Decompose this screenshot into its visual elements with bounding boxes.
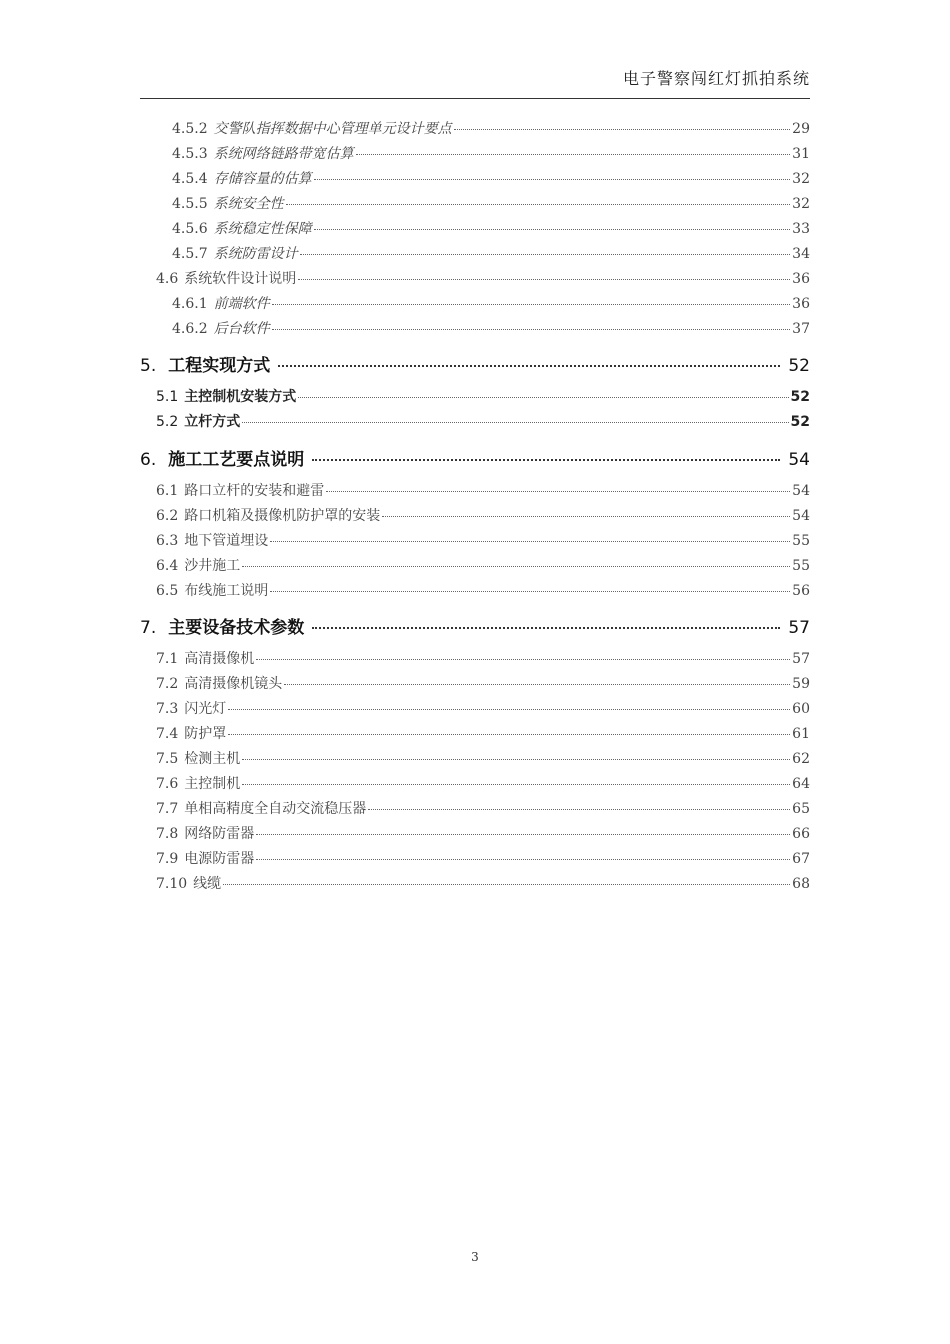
toc-entry-page: 36 — [792, 296, 810, 312]
toc-entry-number: 7.7 — [156, 801, 179, 817]
toc-entry-page: 59 — [792, 676, 810, 692]
toc-entry-title: 施工工艺要点说明 — [168, 450, 305, 470]
toc-entry-title: 主控制机 — [184, 776, 241, 792]
toc-leader — [298, 397, 788, 398]
toc-entry-title: 高清摄像机 — [184, 651, 255, 667]
toc-entry-number: 6.3 — [156, 533, 179, 549]
toc-entry-page: 67 — [792, 851, 810, 867]
toc-entry-title: 防护罩 — [184, 726, 227, 742]
toc-entry[interactable] — [156, 555, 810, 575]
toc-entry-title: 线缆 — [193, 876, 222, 892]
toc-entry-page: 52 — [790, 414, 810, 430]
page-number: 3 — [471, 1250, 479, 1264]
toc-entry-page: 65 — [792, 801, 810, 817]
toc-entry-number: 4.6 — [156, 271, 179, 287]
toc-entry-number: 6.4 — [156, 558, 179, 574]
toc-entry-title: 立杆方式 — [184, 414, 241, 430]
toc-entry-page: 54 — [792, 483, 810, 499]
toc-entry-page: 52 — [790, 389, 810, 405]
toc-entry-page: 56 — [792, 583, 810, 599]
toc-entry-title: 主要设备技术参数 — [168, 618, 305, 638]
toc-entry-number: 7.5 — [156, 751, 179, 767]
toc-leader — [356, 154, 791, 155]
toc-entry-number: 7.6 — [156, 776, 179, 792]
toc-entry-title: 路口立杆的安装和避雷 — [184, 483, 325, 499]
header-rule — [140, 98, 810, 99]
toc-entry-page: 68 — [792, 876, 810, 892]
toc-leader — [286, 204, 791, 205]
toc-entry-title: 系统防雷设计 — [213, 246, 298, 262]
toc-entry-number: 5.1 — [156, 389, 179, 405]
toc-entry-title: 检测主机 — [184, 751, 241, 767]
toc-entry[interactable] — [156, 505, 810, 525]
toc-entry-page: 54 — [792, 508, 810, 524]
toc-entry-title: 系统软件设计说明 — [184, 271, 297, 287]
toc-leader — [326, 491, 790, 492]
toc-entry-number: 7.9 — [156, 851, 179, 867]
toc-entry[interactable] — [172, 218, 810, 238]
toc-entry[interactable] — [172, 168, 810, 188]
toc-entry-page: 54 — [788, 450, 810, 470]
toc-entry[interactable] — [156, 823, 810, 843]
toc-entry-title: 系统网络链路带宽估算 — [213, 146, 354, 162]
toc-entry-page: 33 — [792, 221, 810, 237]
toc-entry-title: 交警队指挥数据中心管理单元设计要点 — [213, 121, 452, 137]
toc-entry[interactable] — [156, 580, 810, 600]
toc-leader — [298, 279, 790, 280]
toc-entry[interactable] — [172, 118, 810, 138]
toc-entry-number: 6.2 — [156, 508, 179, 524]
toc-entry[interactable] — [156, 530, 810, 550]
toc-entry-number: 4.5.7 — [172, 246, 208, 262]
toc-entry-title: 电源防雷器 — [184, 851, 255, 867]
toc-leader — [242, 784, 790, 785]
toc-leader — [284, 684, 790, 685]
toc-entry-page: 55 — [792, 533, 810, 549]
toc-entry-page: 52 — [788, 356, 810, 376]
toc-entry-title: 前端软件 — [213, 296, 270, 312]
toc-entry-page: 62 — [792, 751, 810, 767]
toc-entry[interactable] — [156, 411, 810, 431]
toc-entry-number: 5.2 — [156, 414, 179, 430]
toc-entry-title: 布线施工说明 — [184, 583, 269, 599]
toc-leader — [223, 884, 790, 885]
toc-entry-page: 60 — [792, 701, 810, 717]
toc-entry-number: 6.1 — [156, 483, 179, 499]
toc-leader — [256, 659, 790, 660]
toc-entry-number: 6.5 — [156, 583, 179, 599]
toc-entry-title: 路口机箱及摄像机防护罩的安装 — [184, 508, 381, 524]
toc-entry-number: 7.3 — [156, 701, 179, 717]
toc-leader — [272, 304, 791, 305]
toc-entry-title: 存储容量的估算 — [213, 171, 312, 187]
toc-entry[interactable] — [172, 143, 810, 163]
toc-entry-number: 4.5.5 — [172, 196, 208, 212]
toc-entry-title: 主控制机安装方式 — [184, 389, 297, 405]
toc-leader — [278, 365, 780, 367]
toc-entry-number: 7.8 — [156, 826, 179, 842]
toc-entry-number: 7.1 — [156, 651, 179, 667]
toc-entry[interactable] — [156, 873, 810, 893]
toc-entry[interactable] — [156, 748, 810, 768]
toc-entry-title: 单相高精度全自动交流稳压器 — [184, 801, 367, 817]
toc-leader — [300, 254, 791, 255]
toc-entry-page: 57 — [792, 651, 810, 667]
toc-leader — [228, 709, 790, 710]
toc-entry[interactable] — [156, 480, 810, 500]
toc-entry[interactable] — [156, 798, 810, 818]
toc-leader — [270, 591, 790, 592]
toc-leader — [314, 179, 791, 180]
toc-entry[interactable] — [156, 673, 810, 693]
toc-entry[interactable] — [172, 243, 810, 263]
toc-entry-page: 36 — [792, 271, 810, 287]
toc-entry-number: 7.2 — [156, 676, 179, 692]
toc-entry-number: 4.5.4 — [172, 171, 208, 187]
toc-entry-number: 4.5.3 — [172, 146, 208, 162]
toc-entry[interactable] — [156, 773, 810, 793]
toc-entry-title: 系统安全性 — [213, 196, 284, 212]
toc-entry[interactable] — [156, 648, 810, 668]
toc-entry-number: 5. — [140, 356, 157, 376]
toc-leader — [314, 229, 791, 230]
toc-entry-page: 32 — [792, 196, 810, 212]
toc-entry-title: 系统稳定性保障 — [213, 221, 312, 237]
toc-entry-page: 55 — [792, 558, 810, 574]
toc-leader — [228, 734, 790, 735]
toc-entry-page: 29 — [792, 121, 810, 137]
toc-leader — [312, 627, 780, 629]
toc-entry-title: 后台软件 — [213, 321, 270, 337]
toc-entry[interactable] — [156, 698, 810, 718]
toc-leader — [270, 541, 790, 542]
toc-entry-page: 64 — [792, 776, 810, 792]
toc-entry[interactable] — [172, 193, 810, 213]
toc-entry[interactable] — [156, 848, 810, 868]
toc-leader — [272, 329, 791, 330]
toc-leader — [242, 759, 790, 760]
toc-entry-number: 4.5.2 — [172, 121, 208, 137]
toc-leader — [454, 129, 791, 130]
toc-entry-number: 4.5.6 — [172, 221, 208, 237]
toc-entry-title: 高清摄像机镜头 — [184, 676, 283, 692]
toc-chapter-entry[interactable] — [140, 445, 810, 470]
toc-entry-page: 34 — [792, 246, 810, 262]
toc-entry-title: 闪光灯 — [184, 701, 227, 717]
toc-entry-number: 4.6.1 — [172, 296, 208, 312]
toc-leader — [368, 809, 790, 810]
running-header: 电子警察闯红灯抓拍系统 — [622, 69, 810, 88]
toc-entry-title: 工程实现方式 — [168, 356, 271, 376]
toc-leader — [242, 566, 790, 567]
toc-entry[interactable] — [172, 293, 810, 313]
toc-leader — [382, 516, 790, 517]
toc-entry[interactable] — [156, 386, 810, 406]
toc-entry-number: 4.6.2 — [172, 321, 208, 337]
toc-entry-number: 7.4 — [156, 726, 179, 742]
toc-entry-page: 32 — [792, 171, 810, 187]
toc-leader — [256, 834, 790, 835]
toc-leader — [312, 459, 780, 461]
toc-entry-page: 57 — [788, 618, 810, 638]
toc-chapter-entry[interactable] — [140, 613, 810, 638]
toc-entry-number: 7.10 — [156, 876, 188, 892]
toc-entry[interactable] — [156, 723, 810, 743]
toc-leader — [256, 859, 790, 860]
toc-entry-number: 6. — [140, 450, 157, 470]
toc-entry-title: 沙井施工 — [184, 558, 241, 574]
toc-entry-page: 37 — [792, 321, 810, 337]
toc-entry-title: 网络防雷器 — [184, 826, 255, 842]
toc-entry-page: 31 — [792, 146, 810, 162]
toc-chapter-entry[interactable] — [140, 351, 810, 376]
toc-entry-page: 61 — [792, 726, 810, 742]
toc-entry[interactable] — [156, 268, 810, 288]
toc-entry-title: 地下管道埋设 — [184, 533, 269, 549]
toc-entry-number: 7. — [140, 618, 157, 638]
toc-leader — [242, 422, 788, 423]
toc-entry-page: 66 — [792, 826, 810, 842]
toc-entry[interactable] — [172, 318, 810, 338]
